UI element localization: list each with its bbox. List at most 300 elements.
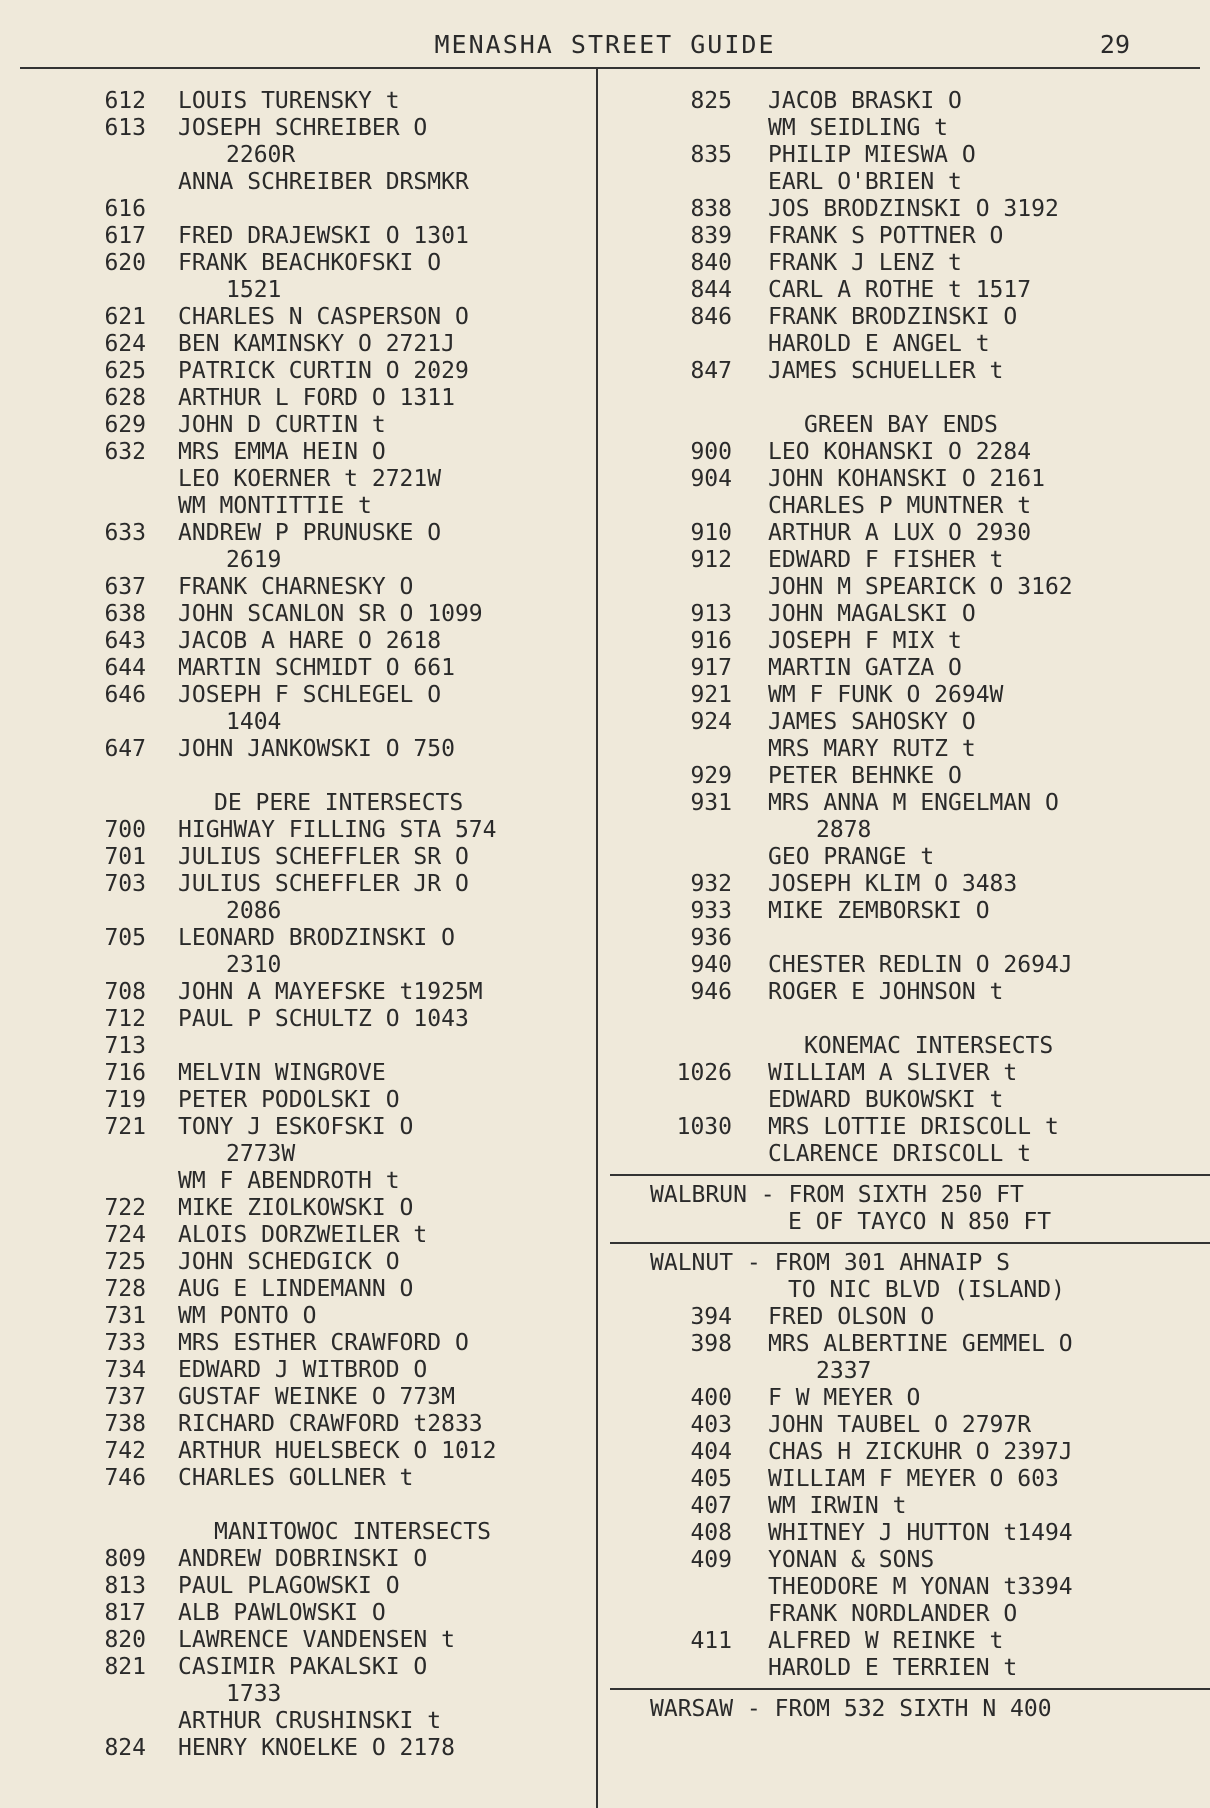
- listing-row: [598, 655, 1210, 682]
- listing-row: [0, 520, 596, 547]
- resident-entry: CLARENCE DRISCOLL t: [768, 1141, 1032, 1167]
- resident-entry: MELVIN WINGROVE: [178, 1060, 386, 1086]
- listing-row: [0, 466, 596, 493]
- resident-entry: WM SEIDLING t: [768, 115, 949, 141]
- resident-entry: FRANK J LENZ t: [768, 250, 962, 276]
- left-column: [0, 88, 596, 1762]
- house-number: 838: [690, 196, 732, 222]
- listing-row: [0, 439, 596, 466]
- house-number: 737: [104, 1384, 146, 1410]
- listing-row: [598, 898, 1210, 925]
- house-number: 1026: [676, 1060, 732, 1086]
- house-number: 844: [690, 277, 732, 303]
- resident-entry: JOSEPH SCHREIBER O: [178, 115, 428, 141]
- listing-row: [0, 1222, 596, 1249]
- resident-entry: CHARLES P MUNTNER t: [768, 493, 1032, 519]
- resident-entry: JOHN SCHEDGICK O: [178, 1249, 400, 1275]
- listing-row: [0, 1357, 596, 1384]
- resident-entry: JOHN M SPEARICK O 3162: [768, 574, 1073, 600]
- listing-row: [0, 1033, 596, 1060]
- listing-row: [0, 1411, 596, 1438]
- resident-entry: EARL O'BRIEN t: [768, 169, 962, 195]
- resident-entry: FRANK BEACHKOFSKI O: [178, 250, 442, 276]
- house-number: 940: [690, 952, 732, 978]
- listing-row: [0, 169, 596, 196]
- street-heading-walbrun: WALBRUN - FROM SIXTH 250 FT: [650, 1182, 1024, 1208]
- resident-entry: TONY J ESKOFSKI O: [178, 1114, 414, 1140]
- section-rule: [610, 1242, 1210, 1244]
- page-title: MENASHA STREET GUIDE: [434, 30, 776, 59]
- listing-row: [0, 1168, 596, 1195]
- house-number: 725: [104, 1249, 146, 1275]
- listing-row: [598, 223, 1210, 250]
- listing-row: [598, 250, 1210, 277]
- resident-entry: WM PONTO O: [178, 1303, 317, 1329]
- house-number: 620: [104, 250, 146, 276]
- listing-row: [0, 142, 596, 169]
- listing-row: [0, 547, 596, 574]
- listing-row: [598, 439, 1210, 466]
- resident-entry: YONAN & SONS: [768, 1547, 935, 1573]
- house-number: 394: [690, 1304, 732, 1330]
- house-number: 724: [104, 1222, 146, 1248]
- resident-entry: MARTIN GATZA O: [768, 655, 962, 681]
- resident-entry: CHARLES GOLLNER t: [178, 1465, 414, 1491]
- house-number: 900: [690, 439, 732, 465]
- house-number: 824: [104, 1735, 146, 1761]
- house-number: 629: [104, 412, 146, 438]
- resident-entry: ROGER E JOHNSON t: [768, 979, 1004, 1005]
- house-number: 708: [104, 979, 146, 1005]
- listing-row: [598, 358, 1210, 385]
- resident-entry: JOHN JANKOWSKI O 750: [178, 736, 455, 762]
- listing-row: [0, 385, 596, 412]
- listing-row: [598, 1493, 1210, 1520]
- listing-row: [598, 709, 1210, 736]
- house-number: 713: [104, 1033, 146, 1059]
- resident-entry: WILLIAM A SLIVER t: [768, 1060, 1018, 1086]
- resident-entry: GUSTAF WEINKE O 773M: [178, 1384, 455, 1410]
- listing-row: [598, 1655, 1210, 1682]
- house-number: 716: [104, 1060, 146, 1086]
- listing-row: [598, 466, 1210, 493]
- resident-entry: MARTIN SCHMIDT O 661: [178, 655, 455, 681]
- listing-row: [0, 1330, 596, 1357]
- listing-row: [0, 1465, 596, 1492]
- resident-entry: FRED OLSON O: [768, 1304, 935, 1330]
- resident-entry: HAROLD E TERRIEN t: [768, 1655, 1018, 1681]
- resident-entry: MIKE ZEMBORSKI O: [768, 898, 990, 924]
- house-number: 638: [104, 601, 146, 627]
- house-number: 712: [104, 1006, 146, 1032]
- listing-row: [598, 277, 1210, 304]
- resident-entry: ANDREW P PRUNUSKE O: [178, 520, 442, 546]
- resident-entry: 2310: [226, 952, 282, 978]
- resident-entry: 1404: [226, 709, 282, 735]
- resident-entry: WM F ABENDROTH t: [178, 1168, 400, 1194]
- house-number: 705: [104, 925, 146, 951]
- listing-row: [0, 628, 596, 655]
- right-listing: [598, 88, 1210, 1168]
- resident-entry: JULIUS SCHEFFLER JR O: [178, 871, 469, 897]
- house-number: 409: [690, 1547, 732, 1573]
- resident-entry: MRS ESTHER CRAWFORD O: [178, 1330, 469, 1356]
- house-number: 733: [104, 1330, 146, 1356]
- listing-row: [598, 844, 1210, 871]
- house-number: 839: [690, 223, 732, 249]
- resident-entry: LEONARD BRODZINSKI O: [178, 925, 455, 951]
- house-number: 612: [104, 88, 146, 114]
- house-number: 912: [690, 547, 732, 573]
- house-number: 647: [104, 736, 146, 762]
- house-number: 913: [690, 601, 732, 627]
- house-number: 916: [690, 628, 732, 654]
- house-number: 813: [104, 1573, 146, 1599]
- listing-row: [0, 925, 596, 952]
- listing-row: [0, 655, 596, 682]
- house-number: 929: [690, 763, 732, 789]
- resident-entry: ALOIS DORZWEILER t: [178, 1222, 428, 1248]
- listing-row: [0, 304, 596, 331]
- house-number: 904: [690, 466, 732, 492]
- house-number: 924: [690, 709, 732, 735]
- resident-entry: 2878: [816, 817, 872, 843]
- resident-entry: CASIMIR PAKALSKI O: [178, 1654, 428, 1680]
- resident-entry: PETER BEHNKE O: [768, 763, 962, 789]
- listing-row: [598, 601, 1210, 628]
- resident-entry: JOSEPH KLIM O 3483: [768, 871, 1018, 897]
- resident-entry: RICHARD CRAWFORD t2833: [178, 1411, 483, 1437]
- resident-entry: LOUIS TURENSKY t: [178, 88, 400, 114]
- house-number: 404: [690, 1439, 732, 1465]
- intersection-label: KONEMAC INTERSECTS: [804, 1033, 1054, 1059]
- resident-entry: PATRICK CURTIN O 2029: [178, 358, 469, 384]
- listing-row: [0, 1006, 596, 1033]
- street-heading-walnut: WALNUT - FROM 301 AHNAIP S: [650, 1250, 1011, 1276]
- listing-row: [598, 1060, 1210, 1087]
- resident-entry: JOHN D CURTIN t: [178, 412, 386, 438]
- resident-entry: 1733: [226, 1681, 282, 1707]
- house-number: 817: [104, 1600, 146, 1626]
- page-header: [20, 30, 1190, 64]
- listing-row: [598, 871, 1210, 898]
- resident-entry: BEN KAMINSKY O 2721J: [178, 331, 455, 357]
- resident-entry: PAUL P SCHULTZ O 1043: [178, 1006, 469, 1032]
- resident-entry: FRANK CHARNESKY O: [178, 574, 414, 600]
- house-number: 742: [104, 1438, 146, 1464]
- resident-entry: ANDREW DOBRINSKI O: [178, 1546, 428, 1572]
- listing-row: [598, 115, 1210, 142]
- house-number: 628: [104, 385, 146, 411]
- listing-row: [598, 1358, 1210, 1385]
- listing-row: [598, 1520, 1210, 1547]
- resident-entry: EDWARD F FISHER t: [768, 547, 1004, 573]
- house-number: 700: [104, 817, 146, 843]
- resident-entry: CARL A ROTHE t 1517: [768, 277, 1032, 303]
- house-number: 400: [690, 1385, 732, 1411]
- listing-row: [0, 115, 596, 142]
- listing-row: [598, 331, 1210, 358]
- listing-row: [598, 1331, 1210, 1358]
- listing-row: [0, 1492, 596, 1519]
- resident-entry: JOS BRODZINSKI O 3192: [768, 196, 1059, 222]
- resident-entry: JOSEPH F MIX t: [768, 628, 962, 654]
- intersection-label: MANITOWOC INTERSECTS: [214, 1519, 491, 1545]
- resident-entry: 1521: [226, 277, 282, 303]
- listing-row: [0, 412, 596, 439]
- house-number: 411: [690, 1628, 732, 1654]
- listing-row: [598, 196, 1210, 223]
- house-number: 703: [104, 871, 146, 897]
- resident-entry: FRED DRAJEWSKI O 1301: [178, 223, 469, 249]
- resident-entry: JULIUS SCHEFFLER SR O: [178, 844, 469, 870]
- listing-row: [0, 88, 596, 115]
- house-number: 408: [690, 1520, 732, 1546]
- header-rule: [20, 67, 1200, 69]
- listing-row: [0, 493, 596, 520]
- house-number: 621: [104, 304, 146, 330]
- listing-row: [598, 304, 1210, 331]
- resident-entry: WM F FUNK O 2694W: [768, 682, 1004, 708]
- listing-row: [598, 979, 1210, 1006]
- resident-entry: F W MEYER O: [768, 1385, 921, 1411]
- listing-row: [598, 1385, 1210, 1412]
- listing-row: [598, 817, 1210, 844]
- resident-entry: MRS ALBERTINE GEMMEL O: [768, 1331, 1073, 1357]
- resident-entry: ALB PAWLOWSKI O: [178, 1600, 386, 1626]
- listing-row: [598, 1087, 1210, 1114]
- house-number: 721: [104, 1114, 146, 1140]
- intersection-heading: [0, 790, 596, 817]
- listing-row: [0, 1195, 596, 1222]
- resident-entry: ARTHUR A LUX O 2930: [768, 520, 1032, 546]
- listing-row: [0, 358, 596, 385]
- listing-row: [598, 1466, 1210, 1493]
- listing-row: [0, 952, 596, 979]
- resident-entry: WM IRWIN t: [768, 1493, 907, 1519]
- resident-entry: CHESTER REDLIN O 2694J: [768, 952, 1073, 978]
- right-column: [598, 88, 1210, 1723]
- house-number: 731: [104, 1303, 146, 1329]
- resident-entry: JOHN SCANLON SR O 1099: [178, 601, 483, 627]
- resident-entry: ARTHUR L FORD O 1311: [178, 385, 455, 411]
- listing-row: [0, 1060, 596, 1087]
- house-number: 632: [104, 439, 146, 465]
- listing-row: [598, 547, 1210, 574]
- house-number: 398: [690, 1331, 732, 1357]
- resident-entry: ANNA SCHREIBER DRSMKR: [178, 169, 469, 195]
- listing-row: [598, 169, 1210, 196]
- house-number: 625: [104, 358, 146, 384]
- page-number: 29: [1099, 30, 1130, 59]
- listing-row: [0, 1546, 596, 1573]
- listing-row: [598, 1439, 1210, 1466]
- resident-entry: JACOB BRASKI O: [768, 88, 962, 114]
- listing-row: [0, 1087, 596, 1114]
- listing-row: [0, 331, 596, 358]
- listing-row: [0, 1303, 596, 1330]
- intersection-heading: [598, 412, 1210, 439]
- listing-row: [0, 1438, 596, 1465]
- house-number: 936: [690, 925, 732, 951]
- resident-entry: JOSEPH F SCHLEGEL O: [178, 682, 442, 708]
- listing-row: [598, 520, 1210, 547]
- house-number: 407: [690, 1493, 732, 1519]
- listing-row: [598, 628, 1210, 655]
- house-number: 719: [104, 1087, 146, 1113]
- listing-row: [0, 1681, 596, 1708]
- listing-row: [0, 574, 596, 601]
- section-rule: [610, 1688, 1210, 1690]
- house-number: 847: [690, 358, 732, 384]
- listing-row: [0, 1708, 596, 1735]
- listing-row: [0, 1654, 596, 1681]
- resident-entry: MRS MARY RUTZ t: [768, 736, 976, 762]
- listing-row: [598, 763, 1210, 790]
- listing-row: [0, 871, 596, 898]
- listing-row: [0, 1735, 596, 1762]
- resident-entry: WHITNEY J HUTTON t1494: [768, 1520, 1073, 1546]
- listing-row: [0, 250, 596, 277]
- house-number: 738: [104, 1411, 146, 1437]
- house-number: 1030: [676, 1114, 732, 1140]
- listing-row: [0, 196, 596, 223]
- resident-entry: HIGHWAY FILLING STA 574: [178, 817, 497, 843]
- listing-row: [598, 1547, 1210, 1574]
- house-number: 617: [104, 223, 146, 249]
- listing-row: [0, 277, 596, 304]
- listing-row: [598, 925, 1210, 952]
- resident-entry: CHAS H ZICKUHR O 2397J: [768, 1439, 1073, 1465]
- listing-row: [598, 736, 1210, 763]
- resident-entry: WILLIAM F MEYER O 603: [768, 1466, 1059, 1492]
- resident-entry: EDWARD J WITBROD O: [178, 1357, 428, 1383]
- house-number: 701: [104, 844, 146, 870]
- resident-entry: JOHN KOHANSKI O 2161: [768, 466, 1045, 492]
- listing-row: [0, 736, 596, 763]
- listing-row: [598, 1574, 1210, 1601]
- house-number: 637: [104, 574, 146, 600]
- intersection-heading: [0, 1519, 596, 1546]
- house-number: 846: [690, 304, 732, 330]
- resident-entry: LAWRENCE VANDENSEN t: [178, 1627, 455, 1653]
- resident-entry: PAUL PLAGOWSKI O: [178, 1573, 400, 1599]
- listing-row: [598, 574, 1210, 601]
- resident-entry: AUG E LINDEMANN O: [178, 1276, 414, 1302]
- street-heading-walbrun-cont: E OF TAYCO N 850 FT: [788, 1209, 1052, 1235]
- listing-row: [0, 1249, 596, 1276]
- house-number: 835: [690, 142, 732, 168]
- resident-entry: JAMES SAHOSKY O: [768, 709, 976, 735]
- resident-entry: JAMES SCHUELLER t: [768, 358, 1004, 384]
- house-number: 809: [104, 1546, 146, 1572]
- resident-entry: LEO KOHANSKI O 2284: [768, 439, 1032, 465]
- house-number: 722: [104, 1195, 146, 1221]
- resident-entry: HAROLD E ANGEL t: [768, 331, 990, 357]
- resident-entry: HENRY KNOELKE O 2178: [178, 1735, 455, 1761]
- listing-row: [598, 682, 1210, 709]
- listing-row: [598, 142, 1210, 169]
- resident-entry: WM MONTITTIE t: [178, 493, 372, 519]
- house-number: 613: [104, 115, 146, 141]
- resident-entry: ARTHUR CRUSHINSKI t: [178, 1708, 442, 1734]
- house-number: 646: [104, 682, 146, 708]
- resident-entry: LEO KOERNER t 2721W: [178, 466, 442, 492]
- resident-entry: MRS ANNA M ENGELMAN O: [768, 790, 1059, 816]
- listing-row: [598, 1412, 1210, 1439]
- listing-row: [598, 952, 1210, 979]
- resident-entry: ALFRED W REINKE t: [768, 1628, 1004, 1654]
- house-number: 734: [104, 1357, 146, 1383]
- resident-entry: FRANK S POTTNER O: [768, 223, 1004, 249]
- house-number: 746: [104, 1465, 146, 1491]
- listing-row: [0, 1627, 596, 1654]
- resident-entry: PETER PODOLSKI O: [178, 1087, 400, 1113]
- house-number: 643: [104, 628, 146, 654]
- house-number: 624: [104, 331, 146, 357]
- resident-entry: FRANK NORDLANDER O: [768, 1601, 1018, 1627]
- street-heading-walnut-cont: TO NIC BLVD (ISLAND): [788, 1277, 1065, 1303]
- house-number: 910: [690, 520, 732, 546]
- resident-entry: THEODORE M YONAN t3394: [768, 1574, 1073, 1600]
- intersection-label: GREEN BAY ENDS: [804, 412, 998, 438]
- resident-entry: 2086: [226, 898, 282, 924]
- listing-row: [0, 817, 596, 844]
- section-rule: [610, 1174, 1210, 1176]
- house-number: 405: [690, 1466, 732, 1492]
- street-heading-warsaw: WARSAW - FROM 532 SIXTH N 400: [650, 1696, 1052, 1722]
- listing-row: [598, 1114, 1210, 1141]
- listing-row: [0, 1114, 596, 1141]
- listing-row: [598, 1006, 1210, 1033]
- resident-entry: 2337: [816, 1358, 872, 1384]
- intersection-heading: [598, 1033, 1210, 1060]
- listing-row: [0, 601, 596, 628]
- listing-row: [0, 1276, 596, 1303]
- listing-row: [598, 1304, 1210, 1331]
- house-number: 946: [690, 979, 732, 1005]
- listing-row: [0, 1573, 596, 1600]
- resident-entry: PHILIP MIESWA O: [768, 142, 976, 168]
- listing-row: [598, 1141, 1210, 1168]
- listing-row: [0, 979, 596, 1006]
- resident-entry: 2619: [226, 547, 282, 573]
- listing-row: [0, 709, 596, 736]
- listing-row: [0, 223, 596, 250]
- house-number: 820: [104, 1627, 146, 1653]
- resident-entry: MRS EMMA HEIN O: [178, 439, 386, 465]
- listing-row: [0, 1600, 596, 1627]
- house-number: 644: [104, 655, 146, 681]
- listing-row: [0, 898, 596, 925]
- house-number: 933: [690, 898, 732, 924]
- house-number: 616: [104, 196, 146, 222]
- listing-row: [598, 790, 1210, 817]
- house-number: 633: [104, 520, 146, 546]
- listing-row: [0, 1384, 596, 1411]
- listing-row: [598, 385, 1210, 412]
- resident-entry: EDWARD BUKOWSKI t: [768, 1087, 1004, 1113]
- listing-row: [0, 1141, 596, 1168]
- resident-entry: CHARLES N CASPERSON O: [178, 304, 469, 330]
- house-number: 917: [690, 655, 732, 681]
- house-number: 403: [690, 1412, 732, 1438]
- listing-row: [0, 844, 596, 871]
- house-number: 821: [104, 1654, 146, 1680]
- resident-entry: ARTHUR HUELSBECK O 1012: [178, 1438, 497, 1464]
- intersection-label: DE PERE INTERSECTS: [214, 790, 464, 816]
- house-number: 728: [104, 1276, 146, 1302]
